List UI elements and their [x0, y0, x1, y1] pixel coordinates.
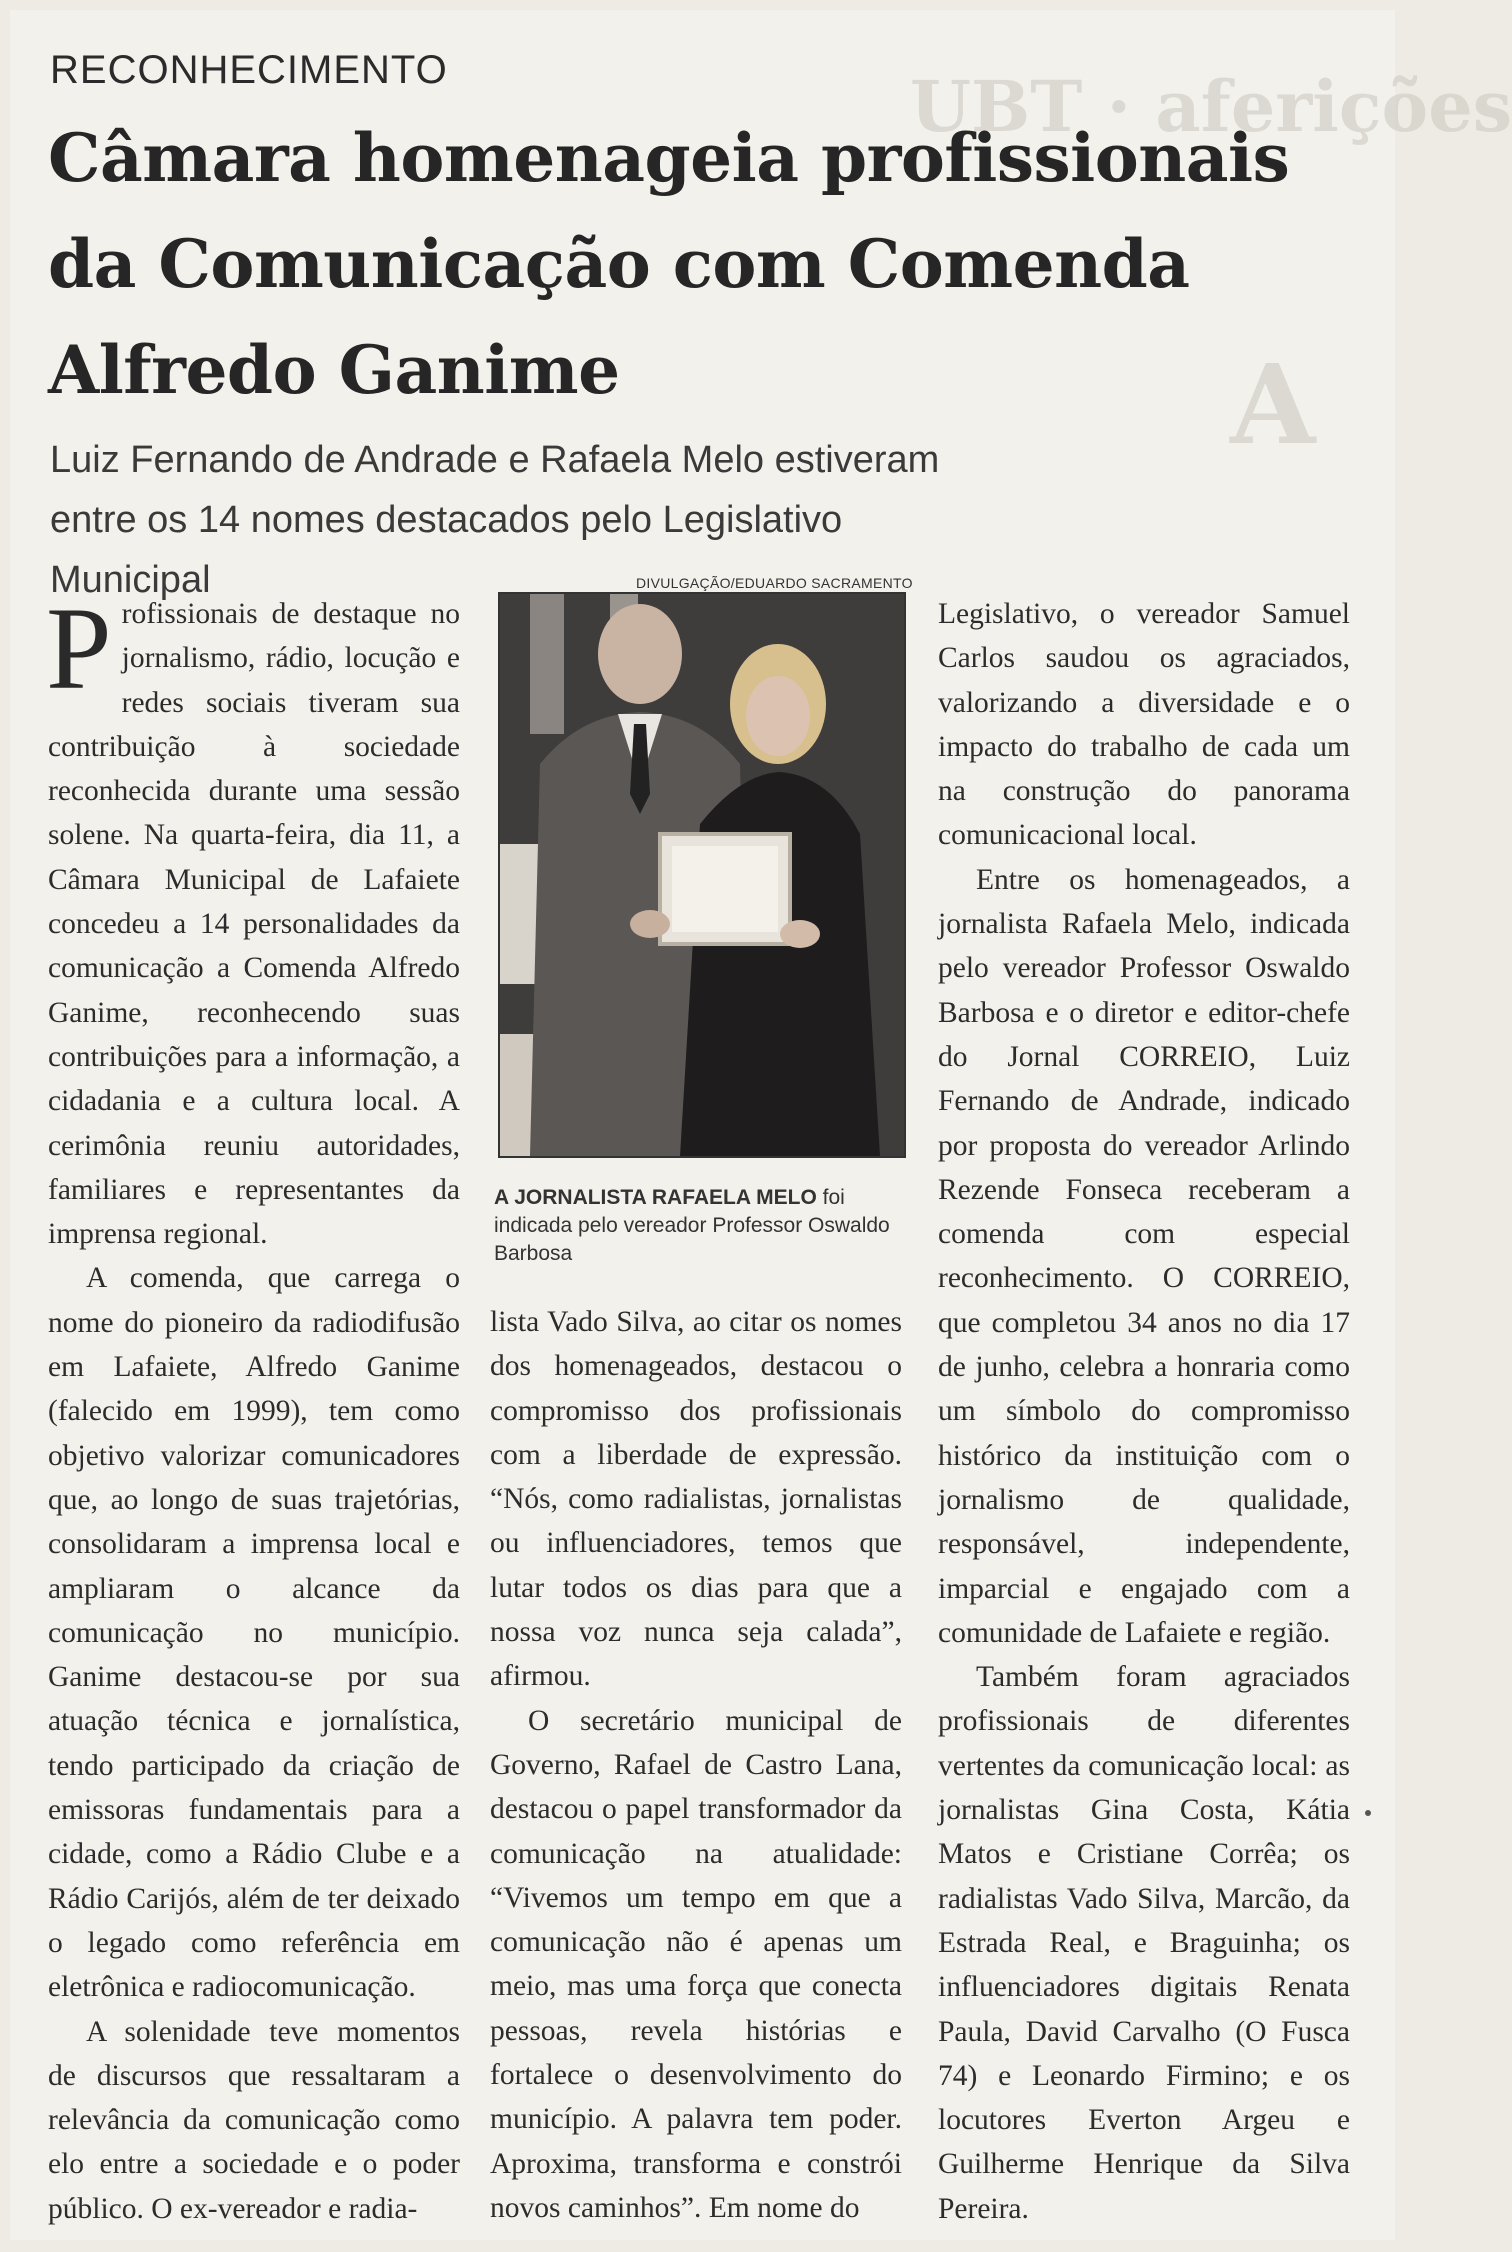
- photo-credit: DIVULGAÇÃO/EDUARDO SACRAMENTO: [636, 575, 913, 591]
- caption-lead: A JORNALISTA RAFAELA MELO: [494, 1186, 817, 1209]
- headline: [48, 105, 1378, 423]
- paragraph: A comenda, que carrega o nome do pioneiro da radiodifusão em Lafaiete, Alfredo Ganime (falecido em 1999), tem como objetivo valorizar comunicadores que, ao longo de suas trajetórias, consolidaram a imprensa local e ampliaram o alcance da comunicação no município. Ganime destacou-se por sua atuação técnica e jornalística, tendo participado da criação de emissoras fundamentais para a cidade, como a Rádio Clube e a Rádio Carijós, além de ter deixado o legado como referência em eletrônica e radiocomunicação.: [48, 1262, 460, 2004]
- bleed-through-decoration: A: [1230, 340, 1316, 469]
- photo-illustration: [500, 594, 904, 1156]
- bleed-through-decoration: UBT · aferições: [910, 65, 1512, 148]
- photo-caption: [494, 1184, 906, 1268]
- paragraph-text: rofissionais de destaque no jornalismo, rádio, locução e redes sociais tiveram sua contribuição à sociedade reconhecida durante uma sessão solene. Na quarta-feira, dia 11, a Câmara Municipal de Lafaiete concedeu a 14 personalidades da comunicação a Comenda Alfredo Ganime, reconhecendo suas contribuições para a informação, a cidadania e a cultura local. A cerimônia reuniu autoridades, familiares e representantes da imprensa regional.: [48, 598, 460, 1251]
- article-column-1: [46, 583, 460, 2231]
- newspaper-clipping: [10, 10, 1512, 2240]
- headline-line: Alfredo Ganime: [48, 331, 620, 409]
- ink-speck-decoration: [1365, 1810, 1371, 1816]
- caption-text: foi indicada pelo vereador Professor Oswaldo Barbosa: [494, 1186, 890, 1265]
- paragraph: [46, 583, 460, 1256]
- headline-line: Câmara homenageia profissionais: [48, 119, 1290, 197]
- subheadline: Luiz Fernando de Andrade e Rafaela Melo estiveram entre os 14 nomes destacados pelo Legislativo Municipal: [50, 439, 940, 601]
- headline-line: da Comunicação com Comenda: [48, 225, 1190, 303]
- section-kicker: RECONHECIMENTO: [50, 48, 448, 92]
- news-photo: [498, 592, 906, 1158]
- paragraph: Legislativo, o vereador Samuel Carlos saudou os agraciados, valorizando a diversidade e o impacto do trabalho de cada um na construção do panorama comunicacional local.: [938, 598, 1350, 852]
- paragraph: O secretário municipal de Governo, Rafael de Castro Lana, destacou o papel transformador da comunicação na atualidade: “Vivemos um tempo em que a comunicação não é apenas um meio, mas uma força que conecta pessoas, revela histórias e fortalece o desenvolvimento do município. A palavra tem poder. Aproxima, transforma e constrói novos caminhos”. Em nome do: [490, 1704, 902, 2224]
- article-column-2: [490, 1300, 902, 2230]
- paragraph: Também foram agraciados profissionais de diferentes vertentes da comunicação local: as jornalistas Gina Costa, Kátia Matos e Cristiane Corrêa; os radialistas Vado Silva, Marcão, da Estrada Real, e Braguinha; os influenciadores digitais Renata Paula, David Carvalho (O Fusca 74) e Leonardo Firmino; e os locutores Everton Argeu e Guilherme Henrique da Silva Pereira.: [938, 1661, 1350, 2225]
- drop-cap: P: [46, 583, 112, 714]
- paragraph: Entre os homenageados, a jornalista Rafaela Melo, indicada pelo vereador Professor Oswaldo Barbosa e o diretor e editor-chefe do Jornal CORREIO, Luiz Fernando de Andrade, indicado por proposta do vereador Arlindo Rezende Fonseca receberam a comenda com especial reconhecimento. O CORREIO, que completou 34 anos no dia 17 de junho, celebra a honraria como um símbolo do compromisso histórico da instituição com o jornalismo de qualidade, responsável, independente, imparcial e engajado com a comunidade de Lafaiete e região.: [938, 863, 1350, 1649]
- paragraph: A solenidade teve momentos de discursos que ressaltaram a relevância da comunicação como elo entre a sociedade e o poder público. O ex-vereador e radia-: [48, 2015, 460, 2225]
- article-column-3: [938, 592, 1350, 2231]
- paragraph: lista Vado Silva, ao citar os nomes dos homenageados, destacou o compromisso dos profissionais com a liberdade de expressão. “Nós, como radialistas, jornalistas ou influenciadores, temos que lutar todos os dias para que a nossa voz nunca seja calada”, afirmou.: [490, 1306, 902, 1693]
